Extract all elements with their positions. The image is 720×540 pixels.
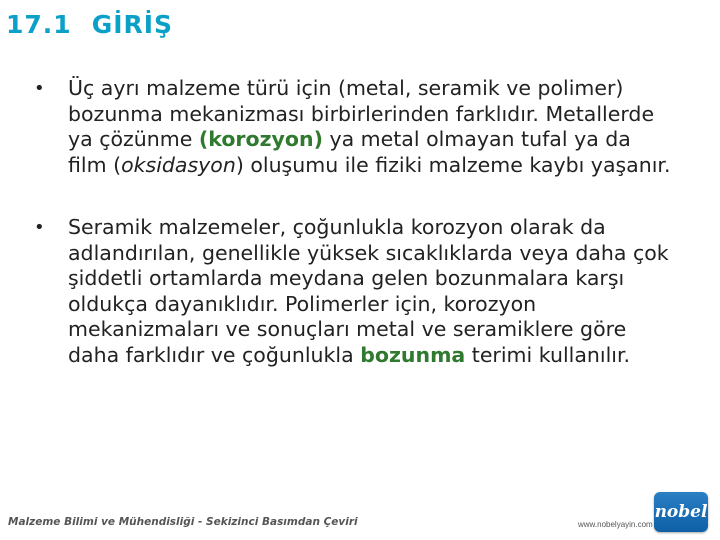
logo-text: nobel (654, 502, 708, 522)
highlight-korozyon: (korozyon) (198, 127, 323, 151)
bullet-item-1 (34, 76, 674, 178)
bullet-1-text-c: ) oluşumu ile fiziki malzeme kaybı yaşanır. (235, 152, 671, 177)
section-number: 17.1 (6, 10, 72, 39)
bullet-list (34, 76, 674, 368)
highlight-bozunma: bozunma (360, 342, 466, 367)
section-title: GİRİŞ (91, 10, 174, 39)
italic-oksidasyon: oksidasyon (121, 152, 236, 177)
bullet-2-text-a: Seramik malzemeler, çoğunlukla korozyon olarak da adlandırılan, genellikle yüksek sıcaklıklarda veya daha çok şiddetli ortamlarda meydana gelen bozunmalara karşı oldukça dayanıklıdır. Polimerler için, korozyon mekanizmaları ve sonuçları metal ve seramiklere göre daha farklıdır ve çoğunlukla (68, 215, 669, 367)
footer-url[interactable]: www.nobelyayin.com (578, 520, 653, 529)
bullet-item-2 (34, 215, 674, 368)
bullet-1-text-b: ya metal olmayan tufal ya da film ( (68, 127, 631, 177)
slide-title (6, 10, 173, 39)
bullet-1-text-a: Üç ayrı malzeme türü için (metal, seramik ve polimer) bozunma mekanizması birbirlerinden farklıdır. Metallerde ya çözünme (68, 76, 655, 151)
footer-book-title: Malzeme Bilimi ve Mühendisliği - Sekizinci Basımdan Çeviri (8, 516, 358, 528)
nobel-logo (654, 492, 708, 532)
bullet-marker: • (34, 78, 45, 99)
bullet-2-text-b: terimi kullanılır. (465, 342, 631, 367)
bullet-marker: • (34, 217, 45, 238)
